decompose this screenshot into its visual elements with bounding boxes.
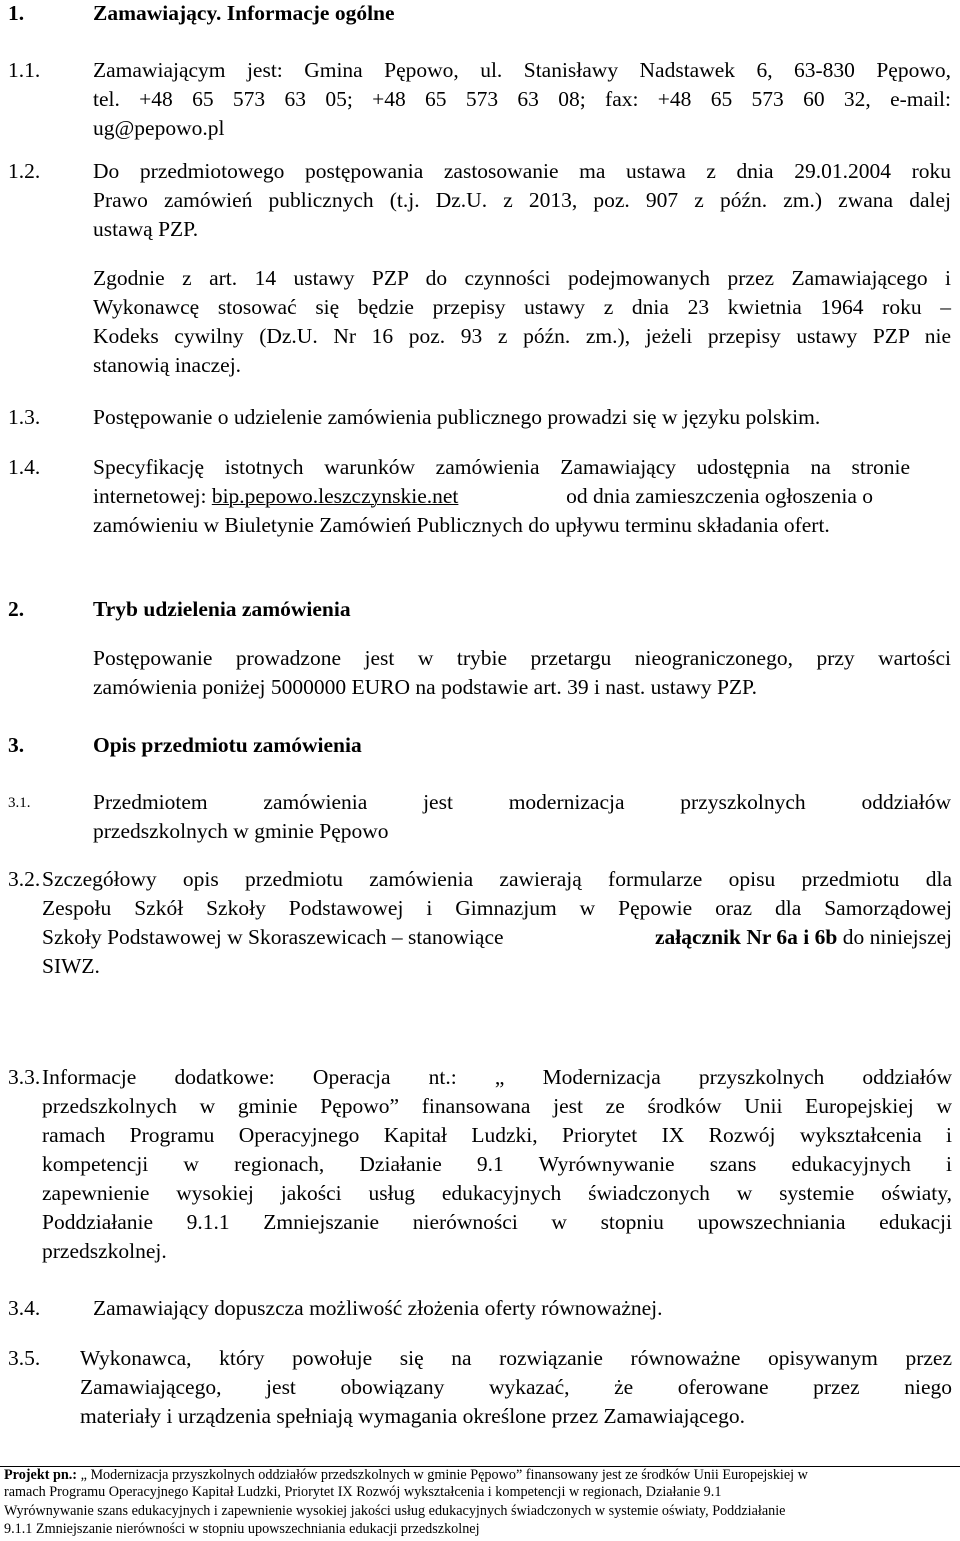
para-1-2b-line-1: Zgodnie z art. 14 ustawy PZP do czynności podejmowanych przez Zamawiającego i	[93, 266, 951, 290]
para-3-2-line-1: Szczegółowy opis przedmiotu zamówienia zawierają formularze opisu przedmiotu dla	[42, 867, 952, 891]
para-3-5-line-3: materiały i urządzenia spełniają wymagania określone przez Zamawiającego.	[80, 1404, 745, 1428]
para-3-3-line-1: Informacje dodatkowe: Operacja nt.: „ Modernizacja przyszkolnych oddziałów	[42, 1065, 952, 1089]
para-3-4-line-1: Zamawiający dopuszcza możliwość złożenia oferty równoważnej.	[93, 1296, 663, 1320]
para-1-2-line-2: Prawo zamówień publicznych (t.j. Dz.U. z 2013, poz. 907 z późn. zm.) zwana dalej	[93, 188, 951, 212]
footer-text-1: „ Modernizacja przyszkolnych oddziałów przedszkolnych w gminie Pępowo” finansowany jest ze środków Unii Europejskiej w	[77, 1467, 808, 1483]
footer-line-2: ramach Programu Operacyjnego Kapitał Ludzki, Priorytet IX Rozwój wykształcenia i kompetencji w regionach, Działanie 9.1	[4, 1484, 722, 1500]
section-2-line-2: zamówienia poniżej 5000000 EURO na podstawie art. 39 i nast. ustawy PZP.	[93, 675, 758, 699]
para-3-1-number: 3.1.	[8, 795, 31, 811]
section-1-title: Zamawiający. Informacje ogólne	[93, 1, 395, 25]
para-1-3-line-1: Postępowanie o udzielenie zamówienia publicznego prowadzi się w języku polskim.	[93, 405, 821, 429]
para-1-3-number: 1.3.	[8, 405, 41, 429]
para-3-2-line-4: SIWZ.	[42, 954, 100, 978]
para-1-4-line-2	[93, 483, 873, 509]
para-1-2b-line-4: stanowią inaczej.	[93, 353, 242, 377]
para-3-1-line-2: przedszkolnych w gminie Pępowo	[93, 819, 389, 843]
para-1-1-line-1: Zamawiającym jest: Gmina Pępowo, ul. Stanisławy Nadstawek 6, 63-830 Pępowo,	[93, 58, 951, 82]
para-1-2-line-3: ustawą PZP.	[93, 217, 199, 241]
section-1-number: 1.	[8, 1, 25, 25]
section-2-title: Tryb udzielenia zamówienia	[93, 597, 351, 621]
para-1-2b-line-2: Wykonawcę stosować się będzie przepisy ustawy z dnia 23 kwietnia 1964 roku –	[93, 295, 951, 319]
para-3-3-line-4: kompetencji w regionach, Działanie 9.1 Wyrównywanie szans edukacyjnych i	[42, 1152, 952, 1176]
para-3-5-line-2: Zamawiającego, jest obowiązany wykazać, że oferowane przez niego	[80, 1375, 952, 1399]
para-3-3-line-2: przedszkolnych w gminie Pępowo” finansowana jest ze środków Unii Europejskiej w	[42, 1094, 952, 1118]
attachment-reference: załącznik Nr 6a i 6b	[655, 925, 838, 949]
para-3-5-line-1: Wykonawca, który powołuje się na rozwiązanie równoważne opisywanym przez	[80, 1346, 952, 1370]
section-2-number: 2.	[8, 597, 25, 621]
para-1-4-line-3: zamówieniu w Biuletynie Zamówień Publicznych do upływu terminu składania ofert.	[93, 513, 830, 537]
para-1-4-number: 1.4.	[8, 455, 41, 479]
para-1-2-number: 1.2.	[8, 159, 41, 183]
footer-line-3: Wyrównywanie szans edukacyjnych i zapewnienie wysokiej jakości usług edukacyjnych świadczonych w systemie oświaty, Poddziałanie	[4, 1503, 786, 1519]
para-3-3-line-6: Poddziałanie 9.1.1 Zmniejszanie nierówności w stopniu upowszechniania edukacji	[42, 1210, 952, 1234]
para-3-3-line-3: ramach Programu Operacyjnego Kapitał Ludzki, Priorytet IX Rozwój wykształcenia i	[42, 1123, 952, 1147]
section-2-line-1: Postępowanie prowadzone jest w trybie przetargu nieograniczonego, przy wartości	[93, 646, 951, 670]
para-3-2-line-2: Zespołu Szkół Szkoły Podstawowej i Gimnazjum w Pępowie oraz dla Samorządowej	[42, 896, 952, 920]
para-3-3-line-5: zapewnienie wysokiej jakości usług edukacyjnych świadczonych w systemie oświaty,	[42, 1181, 952, 1205]
para-3-2-line-3-end: do niniejszej	[837, 925, 952, 949]
para-3-1-line-1: Przedmiotem zamówienia jest modernizacja przyszkolnych oddziałów	[93, 790, 951, 814]
para-3-4-number: 3.4.	[8, 1296, 41, 1320]
para-1-1-line-2: tel. +48 65 573 63 05; +48 65 573 63 08; fax: +48 65 573 60 32, e-mail:	[93, 87, 951, 111]
para-1-1-line-3: ug@pepowo.pl	[93, 116, 225, 140]
para-3-2-line-3	[42, 924, 952, 950]
footer-line-4: 9.1.1 Zmniejszanie nierówności w stopniu upowszechniania edukacji przedszkolnej	[4, 1521, 480, 1537]
para-1-4-line-2-start: internetowej:	[93, 484, 212, 508]
para-1-2-line-1: Do przedmiotowego postępowania zastosowanie ma ustawa z dnia 29.01.2004 roku	[93, 159, 951, 183]
para-3-2-number: 3.2.	[8, 867, 41, 891]
para-3-5-number: 3.5.	[8, 1346, 41, 1370]
section-3-title: Opis przedmiotu zamówienia	[93, 733, 362, 757]
para-1-4-line-1: Specyfikację istotnych warunków zamówienia Zamawiający udostępnia na stronie	[93, 455, 910, 479]
bip-link[interactable]: bip.pepowo.leszczynskie.net	[211, 484, 459, 508]
section-3-number: 3.	[8, 733, 25, 757]
footer-label: Projekt pn.:	[4, 1467, 78, 1483]
para-3-3-line-7: przedszkolnej.	[42, 1239, 167, 1263]
para-1-1-number: 1.1.	[8, 58, 41, 82]
footer-line-1	[4, 1467, 956, 1484]
para-1-4-line-2-end: od dnia zamieszczenia ogłoszenia o	[566, 484, 873, 508]
para-1-2b-line-3: Kodeks cywilny (Dz.U. Nr 16 poz. 93 z późn. zm.), jeżeli przepisy ustawy PZP nie	[93, 324, 951, 348]
para-3-2-line-3-start: Szkoły Podstawowej w Skoraszewicach – stanowiące	[42, 925, 504, 949]
para-3-3-number: 3.3.	[8, 1065, 41, 1089]
